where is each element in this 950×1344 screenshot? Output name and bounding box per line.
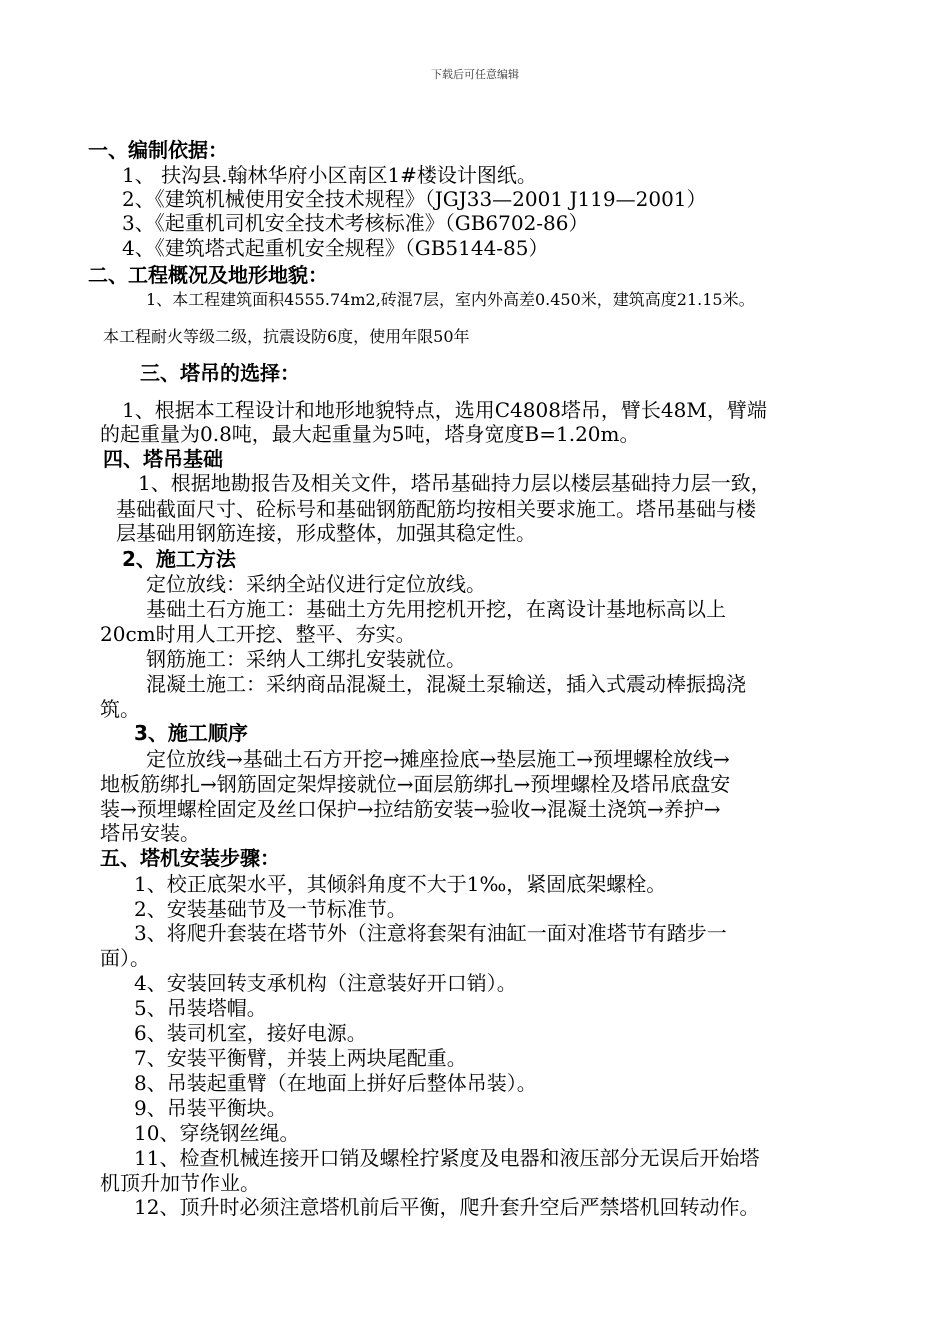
text-line: 定位放线→基础土石方开挖→摊座捡底→垫层施工→预埋螺栓放线→ — [146, 747, 730, 771]
text-line: 3、将爬升套装在塔节外（注意将套架有油缸一面对准塔节有踏步一 — [134, 921, 727, 945]
text-line: 混凝土施工：采纳商品混凝土，混凝土泵输送，插入式震动棒振捣浇 — [146, 672, 746, 696]
section-heading: 二、工程概况及地形地貌： — [88, 263, 328, 287]
text-line: 装→预埋螺栓固定及丝口保护→拉结筋安装→验收→混凝土浇筑→养护→ — [100, 797, 721, 821]
text-line: 7、安装平衡臂，并装上两块尾配重。 — [134, 1046, 467, 1070]
text-line: 2、安装基础节及一节标准节。 — [134, 897, 407, 921]
text-line: 机顶升加节作业。 — [100, 1171, 260, 1195]
text-line: 地板筋绑扎→钢筋固定架焊接就位→面层筋绑扎→预埋螺栓及塔吊底盘安 — [100, 772, 731, 796]
subsection-heading: 2、施工方法 — [122, 547, 236, 571]
text-line: 2、《建筑机械使用安全技术规程》（JGJ33—2001 J119—2001） — [122, 187, 707, 211]
text-line: 1、根据地勘报告及相关文件，塔吊基础持力层以楼层基础持力层一致， — [138, 471, 771, 495]
text-line: 的起重量为0.8吨，最大起重量为5吨，塔身宽度B=1.20m。 — [100, 422, 640, 446]
text-line: 4、《建筑塔式起重机安全规程》（GB5144-85） — [122, 236, 549, 260]
text-line: 11、检查机械连接开口销及螺栓拧紧度及电器和液压部分无误后开始塔 — [134, 1146, 760, 1170]
text-line: 基础土石方施工：基础土方先用挖机开挖，在离设计基地标高以上 — [146, 597, 726, 621]
text-line: 20cm时用人工开挖、整平、夯实。 — [100, 622, 416, 646]
text-line: 8、吊装起重臂（在地面上拼好后整体吊装）。 — [134, 1071, 537, 1095]
text-line: 5、吊装塔帽。 — [134, 996, 267, 1020]
section-heading: 一、编制依据： — [88, 138, 228, 162]
text-line: 本工程耐火等级二级，抗震设防6度，使用年限50年 — [103, 327, 470, 346]
section-heading: 三、塔吊的选择： — [140, 361, 300, 385]
text-line: 1、根据本工程设计和地形地貌特点，选用C4808塔吊，臂长48M，臂端 — [122, 398, 767, 422]
text-line: 面）。 — [100, 946, 150, 970]
text-line: 1、 扶沟县.翰林华府小区南区1#楼设计图纸。 — [122, 163, 537, 187]
text-line: 钢筋施工：采纳人工绑扎安装就位。 — [146, 647, 466, 671]
text-line: 3、《起重机司机安全技术考核标准》（GB6702-86） — [122, 211, 589, 235]
text-line: 层基础用钢筋连接，形成整体，加强其稳定性。 — [116, 521, 536, 545]
text-line: 1、校正底架水平，其倾斜角度不大于1‰，紧固底架螺栓。 — [134, 872, 667, 896]
page-header: 下载后可任意编辑 — [431, 68, 519, 81]
text-line: 定位放线：采纳全站仪进行定位放线。 — [146, 572, 486, 596]
text-line: 12、顶升时必须注意塔机前后平衡，爬升套升空后严禁塔机回转动作。 — [134, 1195, 760, 1219]
section-heading: 四、塔吊基础 — [103, 447, 223, 471]
text-line: 1、本工程建筑面积4555.74m2,砖混7层，室内外高差0.450米，建筑高度21.15米。 — [146, 290, 755, 309]
text-line: 6、装司机室，接好电源。 — [134, 1021, 367, 1045]
text-line: 4、安装回转支承机构（注意装好开口销）。 — [134, 971, 517, 995]
text-line: 筑。 — [100, 697, 140, 721]
text-line: 塔吊安装。 — [100, 821, 200, 845]
subsection-heading: 3、施工顺序 — [134, 721, 248, 745]
section-heading: 五、塔机安装步骤： — [100, 846, 280, 870]
text-line: 9、吊装平衡块。 — [134, 1096, 287, 1120]
text-line: 基础截面尺寸、砼标号和基础钢筋配筋均按相关要求施工。塔吊基础与楼 — [116, 497, 756, 521]
text-line: 10、穿绕钢丝绳。 — [134, 1121, 300, 1145]
